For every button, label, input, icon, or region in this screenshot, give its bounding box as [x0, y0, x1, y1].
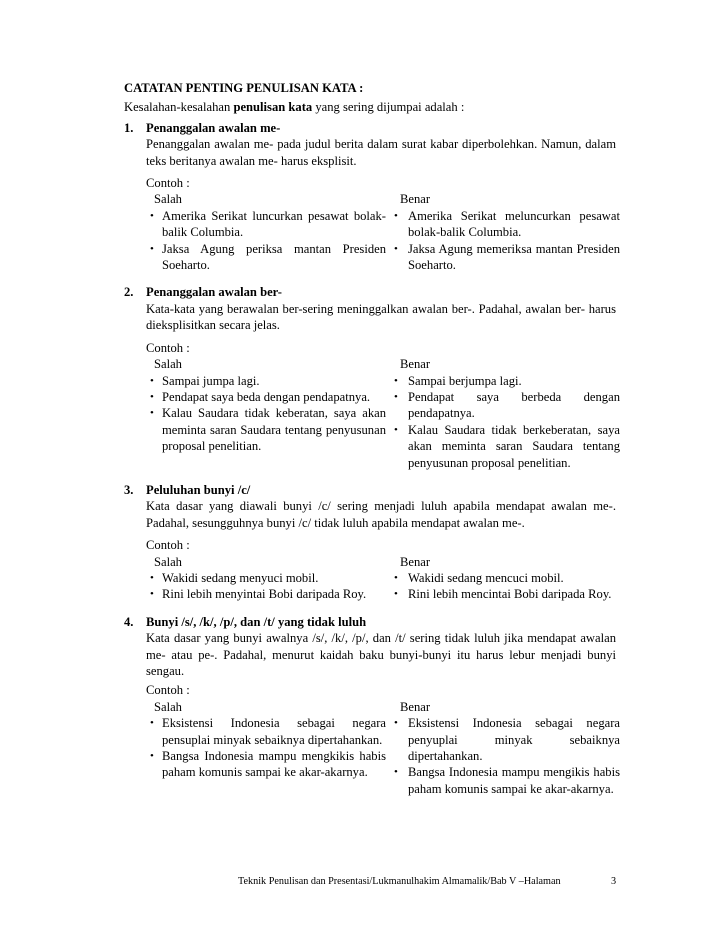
benar-heading: Benar: [400, 357, 431, 372]
intro-before: Kesalahan-kesalahan: [124, 100, 234, 115]
section-body: Penanggalan awalan me- pada judul berita dalam surat kabar diperbolehkan. Namun, dalam teks beritanya awalan me- harus eksplisit.: [146, 137, 616, 168]
list-item: [394, 208, 620, 241]
benar-column: [394, 699, 620, 797]
example-columns: [150, 191, 620, 273]
section-4: [124, 614, 620, 797]
example-text: Kalau Saudara tidak keberatan, saya akan meminta saran Saudara tentang penyusunan proposal penelitian.: [162, 406, 386, 454]
example-text: Wakidi sedang mencuci mobil.: [408, 570, 564, 585]
bullet-icon: •: [150, 588, 154, 601]
section-heading: [124, 120, 616, 136]
bullet-icon: •: [150, 390, 154, 403]
contoh-label: Contoh :: [146, 340, 190, 355]
bullet-icon: •: [150, 242, 154, 255]
section-number: 3.: [124, 482, 134, 497]
section-heading: [124, 284, 616, 300]
intro-bold: penulisan kata: [233, 100, 313, 115]
contoh-label: Contoh :: [146, 538, 190, 553]
salah-column: [150, 356, 394, 471]
contoh-label: Contoh :: [146, 176, 190, 191]
bullet-icon: •: [394, 242, 398, 255]
benar-list: [394, 373, 620, 471]
footer-text: Teknik Penulisan dan Presentasi/Lukmanulhakim Almamalik/Bab V –Halaman: [238, 876, 561, 887]
page-title: CATATAN PENTING PENULISAN KATA :: [124, 81, 364, 95]
benar-column: [394, 356, 620, 471]
benar-column: [394, 191, 620, 273]
bullet-icon: •: [150, 374, 154, 387]
section-title: Peluluhan bunyi /c/: [146, 482, 251, 497]
list-item: [150, 208, 386, 241]
salah-list: [150, 373, 386, 455]
intro-text: [124, 99, 616, 115]
benar-heading: Benar: [400, 192, 431, 207]
bullet-icon: •: [150, 750, 154, 763]
benar-heading: Benar: [400, 554, 431, 569]
bullet-icon: •: [394, 423, 398, 436]
salah-column: [150, 699, 394, 797]
example-text: Amerika Serikat luncurkan pesawat bolak-balik Columbia.: [162, 208, 386, 240]
example-text: Wakidi sedang menyuci mobil.: [162, 570, 319, 585]
bullet-icon: •: [394, 209, 398, 222]
example-text: Jaksa Agung periksa mantan Presiden Soeharto.: [162, 241, 386, 273]
example-columns: [150, 356, 620, 471]
bullet-icon: •: [394, 571, 398, 584]
list-item: [150, 373, 386, 389]
example-text: Sampai berjumpa lagi.: [408, 373, 522, 388]
salah-list: [150, 570, 386, 603]
list-item: [394, 241, 620, 274]
list-item: [150, 389, 386, 405]
bullet-icon: •: [394, 374, 398, 387]
list-item: [394, 389, 620, 422]
example-text: Amerika Serikat meluncurkan pesawat bolak-balik Columbia.: [408, 208, 620, 240]
section-2: [124, 284, 620, 470]
list-item: [150, 715, 386, 748]
example-columns: [150, 699, 620, 797]
list-item: [394, 422, 620, 471]
salah-column: [150, 191, 394, 273]
bullet-icon: •: [394, 588, 398, 601]
bullet-icon: •: [150, 571, 154, 584]
benar-column: [394, 554, 620, 603]
example-text: Rini lebih menyintai Bobi daripada Roy.: [162, 587, 367, 602]
bullet-icon: •: [150, 407, 154, 420]
section-body: Kata dasar yang diawali bunyi /c/ sering menjadi luluh apabila mendapat awalan me-. Padahal, sesungguhnya bunyi /c/ tidak luluh apabila mendapat awalan me-.: [146, 499, 616, 530]
example-text: Bangsa Indonesia mampu mengkikis habis paham komunis sampai ke akar-akarnya.: [162, 749, 386, 780]
section-number: 4.: [124, 614, 134, 629]
bullet-icon: •: [150, 209, 154, 222]
section-1: [124, 120, 620, 274]
section-number: 1.: [124, 120, 134, 135]
bullet-icon: •: [394, 390, 398, 403]
benar-heading: Benar: [400, 699, 431, 714]
example-text: Rini lebih mencintai Bobi daripada Roy.: [408, 587, 612, 602]
list-item: [150, 570, 386, 586]
salah-list: [150, 208, 386, 274]
example-text: Bangsa Indonesia mampu mengikis habis paham komunis sampai ke akar-akarnya.: [408, 765, 620, 796]
example-text: Pendapat saya beda dengan pendapatnya.: [162, 389, 371, 404]
list-item: [394, 586, 620, 602]
section-heading: [124, 482, 616, 498]
example-text: Sampai jumpa lagi.: [162, 373, 260, 388]
salah-heading: Salah: [154, 554, 182, 569]
bullet-icon: •: [394, 717, 398, 730]
section-3: [124, 482, 616, 603]
page-footer: [238, 876, 618, 887]
benar-list: [394, 208, 620, 274]
section-heading: [124, 614, 616, 630]
example-text: Kalau Saudara tidak berkeberatan, saya akan meminta saran Saudara tentang penyusunan proposal penelitian.: [408, 422, 620, 470]
intro-after: yang sering dijumpai adalah :: [312, 100, 465, 115]
page-number: 3: [611, 876, 617, 887]
list-item: [150, 748, 386, 781]
benar-list: [394, 715, 620, 797]
salah-list: [150, 715, 386, 781]
section-body: Kata-kata yang berawalan ber-sering meninggalkan awalan ber-. Padahal, awalan ber- harus dieksplisitkan secara jelas.: [146, 301, 616, 333]
bullet-icon: •: [394, 766, 398, 779]
section-title: Penanggalan awalan ber-: [146, 285, 282, 300]
section-title: Penanggalan awalan me-: [146, 120, 281, 135]
example-text: Eksistensi Indonesia sebagai negara pensuplai minyak sebaiknya dipertahankan.: [162, 716, 386, 747]
contoh-label: Contoh :: [146, 683, 190, 698]
document-page: [124, 80, 620, 808]
salah-heading: Salah: [154, 192, 182, 207]
list-item: [394, 570, 620, 586]
example-columns: [150, 554, 620, 603]
example-text: Pendapat saya berbeda dengan pendapatnya.: [408, 389, 620, 421]
list-item: [150, 241, 386, 274]
benar-list: [394, 570, 620, 603]
list-item: [150, 586, 386, 602]
bullet-icon: •: [150, 717, 154, 730]
section-body: Kata dasar yang bunyi awalnya /s/, /k/, /p/, dan /t/ sering tidak luluh jika mendapat awalan me- atau pe-. Padahal, menurut kaidah baku bunyi-bunyi itu harus lebur menjadi bunyi sengau.: [146, 631, 616, 678]
list-item: [394, 373, 620, 389]
salah-heading: Salah: [154, 699, 182, 714]
list-item: [150, 405, 386, 454]
list-item: [394, 764, 620, 797]
salah-column: [150, 554, 394, 603]
list-item: [394, 715, 620, 764]
example-text: Eksistensi Indonesia sebagai negara penyuplai minyak sebaiknya dipertahankan.: [408, 716, 620, 764]
section-number: 2.: [124, 285, 134, 300]
salah-heading: Salah: [154, 357, 182, 372]
section-title: Bunyi /s/, /k/, /p/, dan /t/ yang tidak luluh: [146, 614, 367, 629]
example-text: Jaksa Agung memeriksa mantan Presiden Soeharto.: [408, 241, 620, 273]
